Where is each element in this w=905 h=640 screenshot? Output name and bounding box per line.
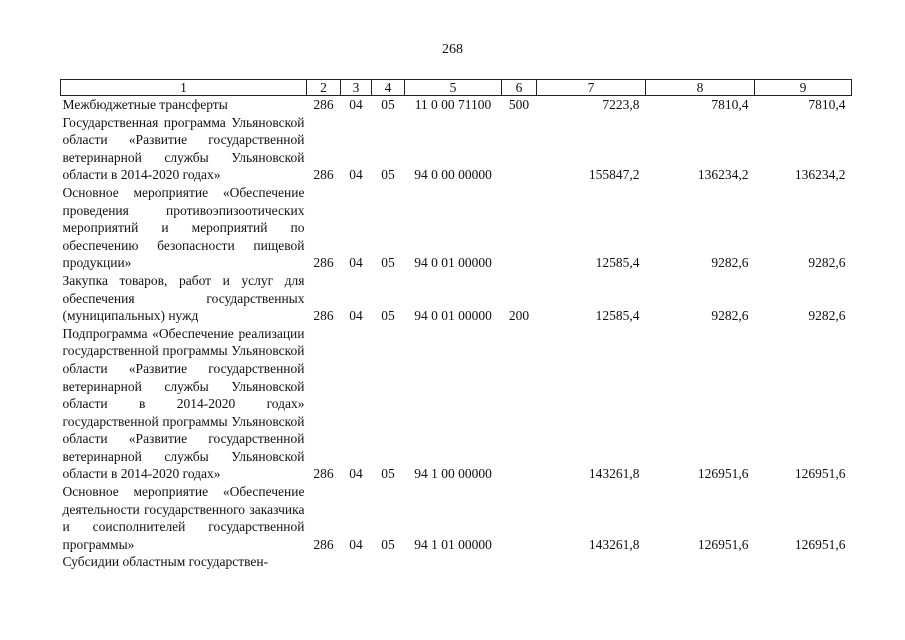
cell-amount-8: 126951,6 [697,466,749,482]
cell-subsection: 05 [381,536,395,552]
cell-ministry: 286 [313,255,334,271]
cell-expense-type: 500 [508,97,530,112]
cell-amount-7: 143261,8 [588,466,640,482]
cell-section: 04 [349,536,363,552]
table-row [61,114,852,184]
cell-target-article [405,553,502,571]
row-name: Закупка товаров, работ и услуг для обеспечения государственных (муниципальных) нужд [62,272,305,324]
cell-expense-type [502,553,537,571]
table-row [61,96,852,114]
cell-expense-type [502,483,537,553]
cell-ministry: 286 [313,97,334,112]
cell-section [341,553,372,571]
header-col-9: 9 [755,80,852,96]
cell-target-article: 94 0 01 00000 [414,308,492,324]
row-name: Подпрограмма «Обеспечение реализации государственной программы Ульяновской области «Развитие государственной ветеринарной службы Ульяновской области в 2014-2020 годах» государственной программы Ульяновской области «Развитие государственной ветеринарной службы Ульяновской области в 2014-2020 годах» [62,325,305,482]
header-col-1: 1 [61,80,307,96]
header-col-4: 4 [372,80,405,96]
table-row [61,325,852,483]
cell-amount-9: 136234,2 [794,167,846,183]
cell-ministry [307,553,341,571]
cell-subsection: 05 [381,466,395,482]
cell-section: 04 [349,97,363,112]
row-name: Государственная программа Ульяновской области «Развитие государственной ветеринарной службы Ульяновской области в 2014-2020 годах» [62,114,305,183]
cell-ministry: 286 [313,466,334,482]
table-body [61,96,852,572]
cell-amount-9: 126951,6 [794,536,846,552]
cell-target-article: 94 1 01 00000 [414,536,492,552]
cell-amount-7: 7223,8 [602,97,640,112]
table-header [61,80,852,96]
cell-ministry: 286 [313,308,334,324]
cell-target-article: 94 1 00 00000 [414,466,492,482]
row-name: Межбюджетные трансферты [62,97,228,112]
cell-amount-9: 9282,6 [808,308,846,324]
table-row [61,184,852,272]
cell-amount-9 [755,553,852,571]
header-col-2: 2 [307,80,341,96]
cell-expense-type [502,114,537,184]
cell-amount-8: 9282,6 [711,308,749,324]
cell-ministry: 286 [313,167,334,183]
header-row [61,80,852,96]
cell-ministry: 286 [313,536,334,552]
header-col-5: 5 [405,80,502,96]
header-col-8: 8 [646,80,755,96]
cell-expense-type [502,325,537,483]
row-name: Основное мероприятие «Обеспечение проведения противоэпизоотических мероприятий и мероприятий по обеспечению безопасности пищевой продукции» [62,184,305,271]
cell-section: 04 [349,255,363,271]
cell-subsection: 05 [381,255,395,271]
cell-expense-type [502,184,537,272]
header-col-7: 7 [537,80,646,96]
cell-target-article: 94 0 01 00000 [414,255,492,271]
cell-amount-7 [537,553,646,571]
cell-amount-9: 9282,6 [808,255,846,271]
cell-subsection: 05 [381,97,395,112]
cell-subsection [372,553,405,571]
table-row [61,272,852,325]
page-number: 268 [442,42,463,57]
row-name: Субсидии областным государствен- [62,554,269,570]
cell-target-article: 94 0 00 00000 [414,167,492,183]
cell-amount-8: 126951,6 [697,536,749,552]
cell-section: 04 [349,308,363,324]
cell-target-article: 11 0 00 71100 [414,97,492,112]
cell-amount-8: 7810,4 [711,97,749,112]
table-row [61,483,852,553]
row-name: Основное мероприятие «Обеспечение деятельности государственного заказчика и соисполнителей государственной программы» [62,484,305,552]
cell-section: 04 [349,466,363,482]
cell-amount-8: 9282,6 [711,255,749,271]
cell-amount-7: 12585,4 [595,308,640,324]
cell-amount-7: 155847,2 [588,167,640,183]
cell-amount-8 [646,553,755,571]
cell-section: 04 [349,167,363,183]
cell-subsection: 05 [381,308,395,324]
header-col-6: 6 [502,80,537,96]
cell-amount-9: 7810,4 [808,97,846,112]
cell-expense-type: 200 [508,308,530,324]
table-row [61,553,852,571]
cell-amount-9: 126951,6 [794,466,846,482]
cell-amount-7: 12585,4 [595,255,640,271]
budget-table [60,79,852,571]
cell-subsection: 05 [381,167,395,183]
cell-amount-8: 136234,2 [697,167,749,183]
cell-amount-7: 143261,8 [588,536,640,552]
header-col-3: 3 [341,80,372,96]
